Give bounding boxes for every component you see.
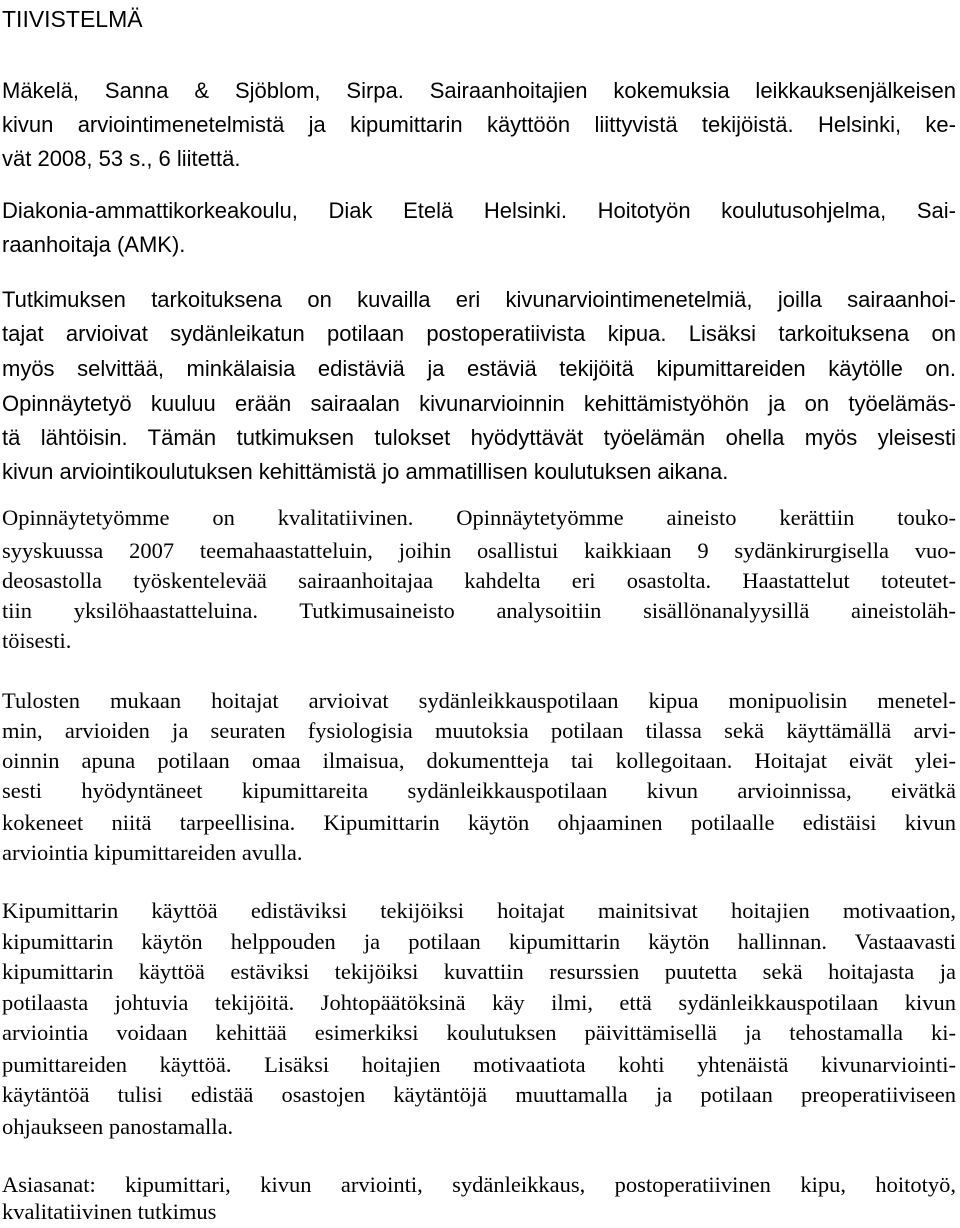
- heading: TIIVISTELMÄ: [2, 6, 143, 32]
- citation-line: Mäkelä, Sanna & Sjöblom, Sirpa. Sairaanhoitajien kokemuksia leikkauksenjälkeisen: [2, 78, 956, 103]
- keywords-line: Asiasanat: kipumittari, kivun arviointi, sydänleikkaus, postoperatiivinen kipu, hoitotyö,: [2, 1172, 956, 1197]
- paragraph-line: Opinnäytetyömme on kvalitatiivinen. Opinnäytetyömme aineisto kerättiin touko-: [2, 505, 956, 530]
- paragraph-line: oinnin apuna potilaan omaa ilmaisua, dokumentteja tai kollegoitaan. Hoitajat eivät ylei-: [2, 748, 956, 773]
- citation-line: kivun arviointimenetelmistä ja kipumittarin käyttöön liittyvistä tekijöistä. Helsinki, ke-: [2, 112, 956, 137]
- paragraph-line: kivun arviointikoulutuksen kehittämistä jo ammatillisen koulutuksen aikana.: [2, 459, 729, 484]
- paragraph-line: syyskuussa 2007 teemahaastatteluin, joihin osallistui kaikkiaan 9 sydänkirurgisella vuo-: [2, 538, 956, 563]
- paragraph-line: kipumittarin käyttöä estäviksi tekijöiksi kuvattiin resurssien puutetta sekä hoitajasta ja: [2, 959, 956, 984]
- citation-line: vät 2008, 53 s., 6 liitettä.: [2, 146, 241, 171]
- paragraph-line: tajat arvioivat sydänleikatun potilaan postoperatiivista kipua. Lisäksi tarkoituksena on: [2, 321, 956, 346]
- paragraph-line: potilaasta johtuvia tekijöitä. Johtopäätöksinä käy ilmi, että sydänleikkauspotilaan kivun: [2, 990, 956, 1015]
- paragraph-line: ohjaukseen panostamalla.: [2, 1114, 234, 1139]
- paragraph-line: min, arvioiden ja seuraten fysiologisia muutoksia potilaan tilassa sekä käyttämällä arvi-: [2, 718, 956, 743]
- paragraph-line: sesti hyödyntäneet kipumittareita sydänleikkauspotilaan kivun arvioinnissa, eivätkä: [2, 778, 956, 803]
- paragraph-line: kipumittarin käytön helppouden ja potilaan kipumittarin käytön hallinnan. Vastaavasti: [2, 929, 956, 954]
- paragraph-line: pumittareiden käyttöä. Lisäksi hoitajien motivaatiota kohti yhtenäistä kivunarviointi-: [2, 1052, 956, 1077]
- paragraph-line: Kipumittarin käyttöä edistäviksi tekijöiksi hoitajat mainitsivat hoitajien motivaation,: [2, 898, 956, 923]
- paragraph-line: arviointia kipumittareiden avulla.: [2, 840, 303, 865]
- paragraph-line: kokeneet niitä tarpeellisina. Kipumittarin käytön ohjaaminen potilaalle edistäisi kivun: [2, 810, 956, 835]
- institution-line: raanhoitaja (AMK).: [2, 232, 186, 257]
- paragraph-line: tiin yksilöhaastatteluina. Tutkimusaineisto analysoitiin sisällönanalyysillä aineistoläh-: [2, 598, 956, 623]
- paragraph-line: Tulosten mukaan hoitajat arvioivat sydänleikkauspotilaan kipua monipuolisin menetel-: [2, 688, 956, 713]
- institution-line: Diakonia-ammattikorkeakoulu, Diak Etelä Helsinki. Hoitotyön koulutusohjelma, Sai-: [2, 198, 956, 223]
- paragraph-line: töisesti.: [2, 628, 72, 653]
- keywords-line: kvalitatiivinen tutkimus: [2, 1199, 217, 1224]
- paragraph-line: myös selvittää, minkälaisia edistäviä ja estäviä tekijöitä kipumittareiden käytölle on.: [2, 356, 956, 381]
- paragraph-line: Opinnäytetyö kuuluu erään sairaalan kivunarvioinnin kehittämistyöhön ja on työelämäs-: [2, 391, 956, 416]
- paragraph-line: Tutkimuksen tarkoituksena on kuvailla eri kivunarviointimenetelmiä, joilla sairaanhoi-: [2, 287, 956, 312]
- paragraph-line: arviointia voidaan kehittää esimerkiksi koulutuksen päivittämisellä ja tehostamalla ki-: [2, 1020, 956, 1045]
- paragraph-line: deosastolla työskentelevää sairaanhoitajaa kahdelta eri osastolta. Haastattelut toteutet-: [2, 568, 956, 593]
- paragraph-line: tä lähtöisin. Tämän tutkimuksen tulokset hyödyttävät työelämän ohella myös yleisesti: [2, 425, 956, 450]
- paragraph-line: käytäntöä tulisi edistää osastojen käytäntöjä muuttamalla ja potilaan preoperatiiviseen: [2, 1082, 956, 1107]
